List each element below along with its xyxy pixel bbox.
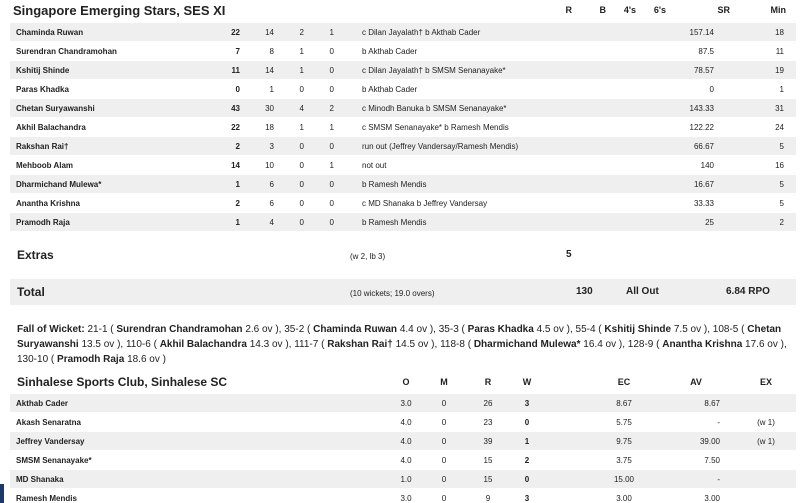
fow-batter: Anantha Krishna xyxy=(662,339,743,350)
batter-fours: 4 xyxy=(299,104,304,113)
batter-name: Dharmichand Mulewa* xyxy=(16,180,102,189)
dismissal: run out (Jeffrey Vandersay/Ramesh Mendis) xyxy=(362,142,519,151)
batter-runs: 22 xyxy=(231,123,240,132)
bowler-maidens: 0 xyxy=(441,399,447,408)
batter-sixes: 0 xyxy=(329,180,334,189)
batter-runs: 11 xyxy=(231,66,240,75)
bowler-runs: 23 xyxy=(483,418,493,427)
batter-sixes: 1 xyxy=(329,28,334,37)
batting-row xyxy=(10,99,796,117)
batting-row xyxy=(10,137,796,155)
batter-sixes: 1 xyxy=(329,123,334,132)
bowler-overs: 3.0 xyxy=(400,494,412,503)
fow-score: 118-8 xyxy=(440,339,465,350)
batting-row xyxy=(10,213,796,231)
batter-strike-rate: 66.67 xyxy=(693,142,714,151)
batter-strike-rate: 140 xyxy=(700,161,714,170)
fow-item: 35-3 ( Paras Khadka 4.5 ov ), xyxy=(438,324,573,335)
batter-name: Chaminda Ruwan xyxy=(16,28,84,37)
fow-over: 4.4 ov xyxy=(399,324,428,335)
batter-minutes: 24 xyxy=(775,123,784,132)
fow-item: 35-2 ( Chaminda Ruwan 4.4 ov ), xyxy=(284,324,436,335)
bowler-runs: 15 xyxy=(483,456,493,465)
batter-runs: 43 xyxy=(231,104,240,113)
batter-strike-rate: 16.67 xyxy=(693,180,714,189)
col-header-runs: R xyxy=(565,5,572,15)
batter-name: Kshitij Shinde xyxy=(16,66,70,75)
total-rpo: 6.84 RPO xyxy=(726,286,770,297)
batter-fours: 0 xyxy=(299,199,304,208)
fow-batter: Rakshan Rai† xyxy=(327,339,393,350)
batter-minutes: 2 xyxy=(779,218,784,227)
bowler-maidens: 0 xyxy=(441,418,447,427)
fow-over: 13.5 ov xyxy=(81,339,115,350)
batter-name: Chetan Suryawanshi xyxy=(16,104,95,113)
bowling-row xyxy=(10,413,796,431)
bowler-economy: 5.75 xyxy=(616,418,632,427)
dismissal: c Minodh Banuka b SMSM Senanayake* xyxy=(362,104,507,113)
batter-name: Mehboob Alam xyxy=(16,161,74,170)
batter-fours: 1 xyxy=(299,123,304,132)
col-header-balls: B xyxy=(599,5,606,15)
fow-item: 111-7 ( Rakshan Rai† 14.5 ov ), xyxy=(294,339,438,350)
col-header-wickets: W xyxy=(522,377,532,387)
batting-row xyxy=(10,156,796,174)
batter-sixes: 2 xyxy=(329,104,334,113)
batter-name: Paras Khadka xyxy=(16,85,69,94)
batter-minutes: 5 xyxy=(779,142,784,151)
batter-runs: 14 xyxy=(231,161,240,170)
batting-row xyxy=(10,23,796,41)
batting-header xyxy=(0,0,806,22)
batter-runs: 7 xyxy=(235,47,240,56)
col-header-bowl-runs: R xyxy=(484,377,492,387)
batting-row xyxy=(10,194,796,212)
bowler-average: 3.00 xyxy=(704,494,720,503)
bowler-overs: 3.0 xyxy=(400,399,412,408)
fow-over: 7.5 ov xyxy=(673,324,702,335)
batter-name: Pramodh Raja xyxy=(16,218,70,227)
batter-fours: 1 xyxy=(299,66,304,75)
bowler-maidens: 0 xyxy=(441,475,447,484)
batter-name: Surendran Chandramohan xyxy=(16,47,117,56)
fow-batter: Kshitij Shinde xyxy=(604,324,672,335)
fow-over: 14.3 ov xyxy=(249,339,283,350)
dismissal: b Akthab Cader xyxy=(362,85,418,94)
batting-row xyxy=(10,61,796,79)
fow-score: 35-3 xyxy=(438,324,459,335)
batter-name: Akhil Balachandra xyxy=(16,123,86,132)
batter-sixes: 0 xyxy=(329,199,334,208)
bowling-row xyxy=(10,470,796,488)
dismissal: c MD Shanaka b Jeffrey Vandersay xyxy=(362,199,488,208)
bowler-extras: (w 1) xyxy=(757,437,775,446)
batter-fours: 0 xyxy=(299,85,304,94)
col-header-economy: EC xyxy=(617,377,631,387)
fow-batter: Akhil Balachandra xyxy=(159,339,247,350)
bowler-name: Akash Senaratna xyxy=(16,418,81,427)
batter-fours: 1 xyxy=(299,47,304,56)
dismissal: b Akthab Cader xyxy=(362,47,418,56)
bowler-economy: 15.00 xyxy=(613,475,635,484)
batter-balls: 6 xyxy=(269,180,274,189)
side-tab-marker xyxy=(0,484,4,503)
bowling-row xyxy=(10,489,796,503)
fow-over: 2.6 ov xyxy=(245,324,273,335)
bowler-name: Akthab Cader xyxy=(16,399,69,408)
fow-item: 110-6 ( Akhil Balachandra 14.3 ov ), xyxy=(125,339,292,350)
batter-balls: 10 xyxy=(265,161,274,170)
batter-runs: 1 xyxy=(235,218,240,227)
extras-row xyxy=(10,243,796,267)
batter-runs: 22 xyxy=(231,28,240,37)
batter-strike-rate: 25 xyxy=(705,218,714,227)
batter-runs: 2 xyxy=(235,199,240,208)
batter-fours: 2 xyxy=(299,28,304,37)
batter-strike-rate: 78.57 xyxy=(693,66,714,75)
col-header-average: AV xyxy=(690,377,702,387)
bowler-average: 7.50 xyxy=(704,456,720,465)
col-header-maidens: M xyxy=(440,377,448,387)
total-value: 130 xyxy=(576,286,593,297)
batter-minutes: 1 xyxy=(779,85,784,94)
bowler-runs: 9 xyxy=(485,494,491,503)
fow-item: 118-8 ( Dharmichand Mulewa* 16.4 ov ), xyxy=(440,339,625,350)
bowler-name: Jeffrey Vandersay xyxy=(16,437,85,446)
fow-batter: Dharmichand Mulewa* xyxy=(473,339,581,350)
batting-row xyxy=(10,42,796,60)
batter-name: Anantha Krishna xyxy=(16,199,81,208)
col-header-min: Min xyxy=(770,5,786,15)
total-status: All Out xyxy=(626,286,659,297)
dismissal: b Ramesh Mendis xyxy=(362,180,427,189)
bowler-wickets: 0 xyxy=(524,418,530,427)
batter-minutes: 5 xyxy=(779,199,784,208)
fow-item: 55-4 ( Kshitij Shinde 7.5 ov ), xyxy=(575,324,711,335)
fow-score: 55-4 xyxy=(575,324,596,335)
extras-detail: (w 2, lb 3) xyxy=(350,252,386,261)
batter-balls: 1 xyxy=(269,85,274,94)
fow-score: 111-7 xyxy=(294,339,319,350)
bowler-maidens: 0 xyxy=(441,494,447,503)
bowler-overs: 4.0 xyxy=(400,456,412,465)
batter-balls: 8 xyxy=(269,47,274,56)
fow-item: 128-9 ( Anantha Krishna 17.6 ov ), xyxy=(627,339,787,350)
dismissal: c Dilan Jayalath† b SMSM Senanayake* xyxy=(362,66,506,75)
batter-minutes: 5 xyxy=(779,180,784,189)
batter-strike-rate: 0 xyxy=(709,85,714,94)
dismissal: c Dilan Jayalath† b Akthab Cader xyxy=(362,28,481,37)
batter-runs: 1 xyxy=(235,180,240,189)
batter-minutes: 18 xyxy=(775,28,784,37)
bowler-average: 8.67 xyxy=(704,399,720,408)
batter-sixes: 0 xyxy=(329,142,334,151)
fow-item: 21-1 ( Surendran Chandramohan 2.6 ov ), xyxy=(87,324,282,335)
batter-fours: 0 xyxy=(299,218,304,227)
bowler-name: SMSM Senanayake* xyxy=(16,456,92,465)
total-row xyxy=(10,279,796,305)
batter-sixes: 0 xyxy=(329,47,334,56)
batter-minutes: 16 xyxy=(775,161,784,170)
fow-item: 108-5 ( Chetan Suryawanshi 13.5 ov ), xyxy=(17,324,782,350)
batter-fours: 0 xyxy=(299,142,304,151)
batting-row xyxy=(10,118,796,136)
batting-row xyxy=(10,175,796,193)
bowler-economy: 3.75 xyxy=(616,456,632,465)
col-header-overs: O xyxy=(402,377,410,387)
dismissal: not out xyxy=(362,161,387,170)
batter-balls: 6 xyxy=(269,199,274,208)
fow-batter: Pramodh Raja xyxy=(57,354,125,365)
total-detail: (10 wickets; 19.0 overs) xyxy=(350,289,435,298)
bowler-name: MD Shanaka xyxy=(16,475,64,484)
bowler-wickets: 3 xyxy=(524,494,530,503)
col-header-fours: 4's xyxy=(623,5,636,15)
fow-score: 108-5 xyxy=(712,324,739,335)
batter-balls: 18 xyxy=(265,123,274,132)
batter-minutes: 31 xyxy=(775,104,784,113)
fow-label: Fall of Wicket: xyxy=(17,324,85,335)
bowler-name: Ramesh Mendis xyxy=(16,494,77,503)
batter-balls: 14 xyxy=(265,28,274,37)
batter-strike-rate: 157.14 xyxy=(689,28,714,37)
bowler-wickets: 2 xyxy=(524,456,530,465)
bowler-runs: 26 xyxy=(483,399,493,408)
bowling-header xyxy=(0,372,806,392)
batter-sixes: 0 xyxy=(329,66,334,75)
batting-team-title: Singapore Emerging Stars, SES XI xyxy=(13,3,226,18)
bowler-average: - xyxy=(717,475,720,484)
fow-score: 21-1 xyxy=(87,324,108,335)
batter-strike-rate: 122.22 xyxy=(689,123,714,132)
batter-strike-rate: 143.33 xyxy=(689,104,714,113)
fow-over: 17.6 ov xyxy=(745,339,778,350)
fow-over: 14.5 ov xyxy=(395,339,429,350)
bowling-row xyxy=(10,394,796,412)
extras-value: 5 xyxy=(566,249,572,260)
fow-batter: Chaminda Ruwan xyxy=(313,324,398,335)
bowler-overs: 4.0 xyxy=(400,437,412,446)
batter-sixes: 0 xyxy=(329,218,334,227)
fow-over: 18.6 ov xyxy=(127,354,160,365)
bowler-extras: (w 1) xyxy=(757,418,775,427)
fow-score: 128-9 xyxy=(627,339,654,350)
bowler-runs: 15 xyxy=(483,475,493,484)
col-header-sr: SR xyxy=(717,5,730,15)
batter-balls: 4 xyxy=(269,218,274,227)
batter-runs: 0 xyxy=(235,85,240,94)
dismissal: c SMSM Senanayake* b Ramesh Mendis xyxy=(362,123,509,132)
col-header-extras: EX xyxy=(759,377,772,387)
bowler-runs: 39 xyxy=(483,437,493,446)
bowler-wickets: 0 xyxy=(524,475,530,484)
fall-of-wickets xyxy=(17,322,787,367)
fow-batter: Paras Khadka xyxy=(467,324,534,335)
fow-score: 130-10 xyxy=(17,354,49,365)
bowler-economy: 8.67 xyxy=(616,399,632,408)
fow-score: 110-6 xyxy=(125,339,151,350)
bowler-maidens: 0 xyxy=(441,456,447,465)
dismissal: b Ramesh Mendis xyxy=(362,218,427,227)
bowler-economy: 9.75 xyxy=(616,437,632,446)
bowler-wickets: 1 xyxy=(524,437,530,446)
batter-strike-rate: 33.33 xyxy=(693,199,714,208)
fow-over: 4.5 ov xyxy=(536,324,564,335)
fow-batter: Surendran Chandramohan xyxy=(116,324,243,335)
total-label: Total xyxy=(17,285,45,299)
batter-runs: 2 xyxy=(235,142,240,151)
batter-balls: 3 xyxy=(269,142,274,151)
batter-sixes: 1 xyxy=(329,161,334,170)
fow-item: 130-10 ( Pramodh Raja 18.6 ov ) xyxy=(17,354,166,365)
bowler-average: - xyxy=(717,418,720,427)
batter-name: Rakshan Rai† xyxy=(16,142,69,151)
bowler-economy: 3.00 xyxy=(616,494,632,503)
bowler-overs: 4.0 xyxy=(400,418,412,427)
bowler-maidens: 0 xyxy=(441,437,447,446)
bowler-average: 39.00 xyxy=(699,437,720,446)
fow-over: 16.4 ov xyxy=(583,339,617,350)
batting-row xyxy=(10,80,796,98)
batter-balls: 30 xyxy=(265,104,274,113)
extras-label: Extras xyxy=(17,248,54,262)
batter-strike-rate: 87.5 xyxy=(698,47,714,56)
bowling-team-title: Sinhalese Sports Club, Sinhalese SC xyxy=(17,375,228,389)
batter-fours: 0 xyxy=(299,161,304,170)
fow-score: 35-2 xyxy=(284,324,305,335)
batter-sixes: 0 xyxy=(329,85,334,94)
bowling-row xyxy=(10,432,796,450)
bowler-overs: 1.0 xyxy=(400,475,412,484)
batter-balls: 14 xyxy=(265,66,274,75)
batter-fours: 0 xyxy=(299,180,304,189)
col-header-sixes: 6's xyxy=(653,5,666,15)
fow-batter: Chetan Suryawanshi xyxy=(17,324,782,350)
batter-minutes: 19 xyxy=(775,66,784,75)
bowling-row xyxy=(10,451,796,469)
batter-minutes: 11 xyxy=(775,47,784,56)
bowler-wickets: 3 xyxy=(524,399,530,408)
